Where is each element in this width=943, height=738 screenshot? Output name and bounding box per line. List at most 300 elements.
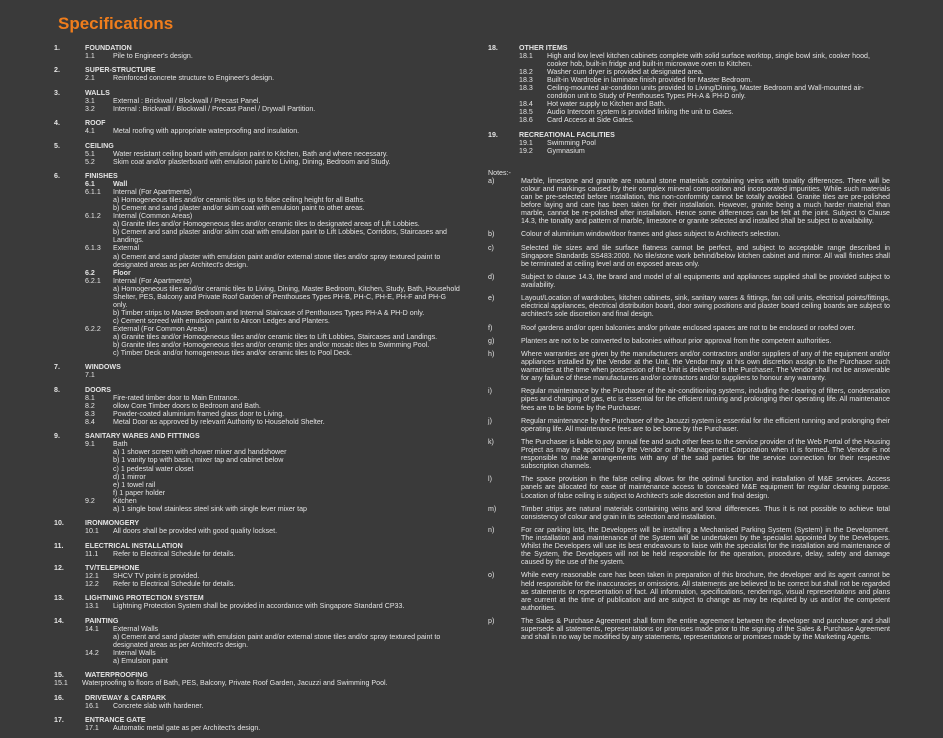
item-number: 14.2 <box>85 648 99 657</box>
indent-spacer <box>54 244 85 252</box>
item-number <box>85 448 113 456</box>
indent-spacer <box>54 52 85 60</box>
indent-spacer <box>488 108 519 116</box>
item-text: a) Homogeneous tiles and/or ceramic tiles to Living, Dining, Master Bedroom, Kitchen, Study, Bath, Household Shelter, PES, Balcony and Private Roof Garden of Penthouses Types PH-B, PH-C, PH-E, PH-F and PH-G only. <box>113 284 460 309</box>
spec-item <box>488 147 890 155</box>
item-number: 18.3 <box>519 84 533 93</box>
section-heading-row <box>54 694 462 702</box>
item-number <box>85 456 113 464</box>
indent-spacer <box>54 180 85 188</box>
spec-section <box>54 66 462 82</box>
spec-section <box>54 542 462 558</box>
indent-spacer <box>488 84 519 100</box>
spec-item <box>54 394 462 402</box>
spec-item <box>54 572 462 580</box>
note-text: Planters are not to be converted to balconies without prior approval from the competent authorities. <box>521 336 832 345</box>
indent-spacer <box>54 333 85 341</box>
indent-spacer <box>54 269 85 277</box>
item-text: High and low level kitchen cabinets complete with solid surface worktop, single bowl sink, cooker hood, cooker hob, built-in fridge and built-in microwave oven to Kitchen. <box>547 52 870 69</box>
section-heading: WINDOWS <box>85 363 121 372</box>
item-number <box>85 657 113 665</box>
note-text: The Sales & Purchase Agreement shall form the entire agreement between the developer and purchaser and shall supersede all statements, representations or promises made prior to the signing of the Sales & Purchase Agreement and shall in no way be modified by any statements, representations or promises made by the Marketing Agents. <box>521 616 890 641</box>
item-text: Metal Door as approved by relevant Authority to Household Shelter. <box>113 418 325 426</box>
section-heading-row <box>54 594 462 602</box>
spec-item <box>54 580 462 588</box>
spec-item <box>54 473 462 481</box>
indent-spacer <box>54 349 85 357</box>
item-number: 3.2 <box>85 104 95 113</box>
indent-spacer <box>488 139 519 147</box>
spec-item <box>54 204 462 212</box>
indent-spacer <box>54 317 85 325</box>
section-number: 19. <box>488 130 498 139</box>
note-text: Colour of aluminium window/door frames and glass subject to Architect's selection. <box>521 230 781 239</box>
item-number: 6.2.2 <box>85 324 101 333</box>
item-text: Internal (For Apartments) <box>113 276 192 285</box>
note-letter: l) <box>488 475 492 484</box>
item-number: 3.1 <box>85 96 95 105</box>
section-number: 1. <box>54 44 60 52</box>
section-heading: WALLS <box>85 88 110 97</box>
note-letter: f) <box>488 323 493 332</box>
note-text: Layout/Location of wardrobes, kitchen cabinets, sink, sanitary wares & fittings, fan coil units, electrical points/fittings, electrical appliances, electrical distribution board, door swing positions and plaster board ceiling boards are subject to architect's sole discretion and final design. <box>521 294 890 319</box>
indent-spacer <box>54 602 85 610</box>
spec-item <box>488 76 890 84</box>
item-text: Refer to Electrical Schedule for details. <box>113 579 236 588</box>
item-text: Reinforced concrete structure to Engineer's design. <box>113 74 275 83</box>
spec-item <box>54 402 462 410</box>
section-heading-row <box>54 142 462 150</box>
item-text: Hot water supply to Kitchen and Bath. <box>547 100 666 109</box>
note-item <box>488 230 890 238</box>
item-number: 18.4 <box>519 100 533 109</box>
item-number <box>85 309 113 317</box>
section-number: 13. <box>54 594 64 603</box>
item-number <box>85 333 113 341</box>
spec-item <box>54 105 462 113</box>
item-number: 18.6 <box>519 116 533 125</box>
section-number: 7. <box>54 363 60 372</box>
spec-item <box>54 505 462 513</box>
indent-spacer <box>54 204 85 212</box>
note-letter: e) <box>488 294 495 303</box>
section-heading-row <box>54 519 462 527</box>
spec-item <box>54 481 462 489</box>
spec-section <box>488 131 890 155</box>
section-heading: RECREATIONAL FACILITIES <box>519 130 615 139</box>
spec-section <box>54 519 462 535</box>
item-text: SHCV TV point is provided. <box>113 571 200 580</box>
item-number: 6.1 <box>85 180 95 189</box>
item-text: Internal (For Apartments) <box>113 188 192 197</box>
item-number: 14.1 <box>85 624 99 633</box>
spec-item <box>54 309 462 317</box>
indent-spacer <box>54 371 85 379</box>
section-heading: DRIVEWAY & CARPARK <box>85 693 167 702</box>
spec-section <box>54 617 462 665</box>
section-heading-row <box>54 119 462 127</box>
item-number <box>85 505 113 513</box>
item-number: 15.1 <box>54 679 68 688</box>
item-number <box>85 473 113 481</box>
section-heading-row <box>54 363 462 371</box>
item-text: Kitchen <box>113 496 137 505</box>
indent-spacer <box>54 497 85 505</box>
item-text: ollow Core Timber doors to Bedroom and Bath. <box>113 401 261 410</box>
item-number: 13.1 <box>85 602 99 611</box>
section-heading: SUPER-STRUCTURE <box>85 66 156 75</box>
item-text: Washer cum dryer is provided at designated area. <box>547 68 704 77</box>
item-number <box>85 253 113 269</box>
item-number: 10.1 <box>85 527 99 536</box>
section-number: 3. <box>54 88 60 97</box>
item-text: Internal Walls <box>113 648 156 657</box>
spec-item <box>54 702 462 710</box>
spec-item <box>54 625 462 633</box>
spec-item <box>488 139 890 147</box>
spec-section <box>54 44 462 60</box>
section-heading: TV/TELEPHONE <box>85 563 140 572</box>
item-number: 1.1 <box>85 52 95 61</box>
item-number: 12.2 <box>85 579 99 588</box>
item-number: 19.2 <box>519 146 533 155</box>
note-text: For car parking lots, the Developers will be installing a Mechanised Parking System (System) in the Development. The installation and maintenance of the System will be undertaken by the specialist appointed by the Developers. Whilst the Developers will use its best endeavours to liaise with the specialist for the installation and maintenance of the System, the Developers will not be held responsible for the operation, procedure, delay, safety and damage caused by the use of the system. <box>521 526 890 567</box>
item-number <box>85 285 113 309</box>
indent-spacer <box>54 228 85 244</box>
spec-item <box>54 333 462 341</box>
section-heading-row <box>488 44 890 52</box>
section-number: 6. <box>54 172 60 181</box>
spec-section <box>54 386 462 426</box>
item-number: 8.3 <box>85 409 95 418</box>
item-text: a) Granite tiles and/or Homogeneous tiles and/or ceramic tiles to designated areas of Lift Lobbies. <box>113 220 420 229</box>
indent-spacer <box>54 550 85 558</box>
indent-spacer <box>54 440 85 448</box>
item-text: Powder-coated aluminium framed glass door to Living. <box>113 409 285 418</box>
item-text <box>113 371 462 379</box>
item-text: a) Emulsion paint <box>113 656 168 665</box>
spec-item <box>54 724 462 732</box>
note-item <box>488 387 890 411</box>
section-number: 4. <box>54 119 60 128</box>
indent-spacer <box>54 625 85 633</box>
item-text: b) Cement and sand plaster and/or skim coat with emulsion paint to Lift Lobbies, Corridors, Staircases and Landings. <box>113 228 447 245</box>
section-number: 14. <box>54 616 64 625</box>
note-letter: d) <box>488 272 495 281</box>
item-text: Internal (Common Areas) <box>113 212 193 221</box>
spec-section <box>488 44 890 124</box>
item-number: 8.2 <box>85 401 95 410</box>
item-text: a) Granite tiles and/or Homogeneous tiles and/or ceramic tiles to Lift Lobbies, Staircases and Landings. <box>113 332 438 341</box>
spec-item <box>54 228 462 244</box>
specifications-left-column <box>54 44 462 738</box>
item-number: 9.1 <box>85 440 95 449</box>
note-text: Timber strips are natural materials containing veins and tonal differences. Thus it is not possible to achieve total consistency of colour and grain in its selection and installation. <box>521 504 890 521</box>
item-text: Pile to Engineer's design. <box>113 52 193 61</box>
item-number <box>85 481 113 489</box>
item-text: a) Cement and sand plaster with emulsion paint and/or external stone tiles and/or spray textured paint to designated areas as per Architect's design. <box>113 252 441 269</box>
item-text: Floor <box>113 268 131 277</box>
spec-item <box>54 489 462 497</box>
note-item <box>488 438 890 470</box>
item-text: External Walls <box>113 624 159 633</box>
section-heading-row <box>488 131 890 139</box>
section-heading-row <box>54 432 462 440</box>
item-text: a) 1 single bowl stainless steel sink with single lever mixer tap <box>113 504 307 513</box>
indent-spacer <box>488 52 519 68</box>
section-number: 9. <box>54 432 60 441</box>
item-text: Waterproofing to floors of Bath, PES, Balcony, Private Roof Garden, Jacuzzi and Swimming Pool. <box>82 679 388 688</box>
note-item <box>488 571 890 611</box>
section-heading: DOORS <box>85 385 112 394</box>
note-letter: b) <box>488 230 495 239</box>
spec-section <box>54 172 462 357</box>
indent-spacer <box>54 527 85 535</box>
spec-section <box>54 363 462 379</box>
note-item <box>488 177 890 225</box>
spec-section <box>54 671 462 687</box>
spec-item <box>54 456 462 464</box>
section-heading-row <box>54 386 462 394</box>
note-letter: j) <box>488 416 492 425</box>
item-number <box>85 317 113 325</box>
indent-spacer <box>54 572 85 580</box>
indent-spacer <box>488 68 519 76</box>
item-text: b) Granite tiles and/or Homogeneous tiles and/or ceramic tiles and/or mosaic tiles to Swimming Pool. <box>113 341 430 350</box>
note-item <box>488 475 890 499</box>
item-text: External : Brickwall / Blockwall / Precast Panel. <box>113 96 261 105</box>
item-number <box>85 341 113 349</box>
item-number: 18.5 <box>519 108 533 117</box>
item-number: 6.2.1 <box>85 276 101 285</box>
note-item <box>488 244 890 268</box>
note-item <box>488 294 890 318</box>
spec-item <box>54 465 462 473</box>
section-number: 17. <box>54 716 64 725</box>
note-item <box>488 337 890 345</box>
section-heading: PAINTING <box>85 616 119 625</box>
spec-section <box>54 716 462 732</box>
item-text: Lightning Protection System shall be provided in accordance with Singapore Standard CP33. <box>113 602 405 611</box>
item-text: Skim coat and/or plasterboard with emulsion paint to Living, Dining, Bedroom and Study. <box>113 157 391 166</box>
specifications-right-column <box>488 44 890 646</box>
note-text: The space provision in the false ceiling allows for the optimal function and installation of M&E services. Access panels are allocated for ease of maintenance access to concealed M&E equipment for regular cleaning purpose. Location of false ceiling is subject to Architect's sole discretion and final design. <box>521 475 890 500</box>
spec-item <box>488 52 890 68</box>
spec-item <box>54 410 462 418</box>
item-text: All doors shall be provided with good quality lockset. <box>113 527 278 536</box>
section-number: 18. <box>488 44 498 52</box>
spec-item <box>54 550 462 558</box>
note-text: While every reasonable care has been taken in preparation of this brochure, the developer and its agent cannot be held responsible for the inaccuracies or omissions. All statements are believed to be correct but shall not be regarded as statements or representation of fact. All information, specifications, renderings, visual representations and plans are current at the time of publication and are subject to change as may be required by us and/or the competent authorities. <box>521 571 890 612</box>
note-item <box>488 273 890 289</box>
spec-item <box>54 97 462 105</box>
indent-spacer <box>54 97 85 105</box>
section-number: 11. <box>54 541 64 550</box>
item-number: 11.1 <box>85 549 99 558</box>
item-number: 9.2 <box>85 496 95 505</box>
note-text: The Purchaser is liable to pay annual fee and such other fees to the service provider of the Web Portal of the Housing Project as may be appointed by the Vendor or the Management Corporation when it is formed. The Vendor is not responsible to make arrangements with any of the said parties for the service connection for their respective subscription channels. <box>521 438 890 471</box>
spec-item <box>54 74 462 82</box>
section-heading-row <box>54 89 462 97</box>
section-heading: SANITARY WARES AND FITTINGS <box>85 432 200 441</box>
spec-item <box>54 371 462 379</box>
section-heading: IRONMONGERY <box>85 519 140 528</box>
section-heading: ROOF <box>85 119 106 128</box>
item-text: a) Homogeneous tiles and/or ceramic tiles up to false ceiling height for all Baths. <box>113 196 365 205</box>
spec-item <box>54 679 462 687</box>
note-letter: n) <box>488 526 495 535</box>
item-text: e) 1 towel rail <box>113 480 156 489</box>
indent-spacer <box>54 188 85 196</box>
section-heading: LIGHTNING PROTECTION SYSTEM <box>85 594 204 603</box>
item-number: 6.1.3 <box>85 244 101 253</box>
spec-section <box>54 564 462 588</box>
section-heading: FOUNDATION <box>85 44 132 52</box>
spec-item <box>54 180 462 188</box>
item-text: c) 1 pedestal water closet <box>113 464 194 473</box>
indent-spacer <box>54 341 85 349</box>
item-text: Internal : Brickwall / Blockwall / Precast Panel / Drywall Partition. <box>113 104 316 113</box>
indent-spacer <box>54 418 85 426</box>
indent-spacer <box>54 150 85 158</box>
note-item <box>488 417 890 433</box>
spec-item <box>54 657 462 665</box>
spec-item <box>54 244 462 252</box>
item-text: f) 1 paper holder <box>113 488 166 497</box>
spec-item <box>54 602 462 610</box>
indent-spacer <box>488 100 519 108</box>
note-item <box>488 617 890 641</box>
item-text: Wall <box>113 180 128 189</box>
spec-item <box>54 418 462 426</box>
item-number <box>85 204 113 212</box>
indent-spacer <box>54 253 85 269</box>
indent-spacer <box>54 285 85 309</box>
item-text: b) 1 vanity top with basin, mixer tap and cabinet below <box>113 456 284 465</box>
section-number: 10. <box>54 519 64 528</box>
note-text: Marble, limestone and granite are natural stone materials containing veins with tonality differences. There will be colour and markings caused by their complex mineral composition and incorporated impurities. While such materials can be pre-selected before installation, this non-conformity cannot be totally avoided. Granite tiles are pre-polished before laying and care has been taken for their installation. However, granite being a much harder material than marble, cannot be re-polished after installation. Hence some differences can be felt at the joint. Subject to Clause 14.3, the tonality and pattern of marble, limestone or granite selected and installed shall be subject to availability. <box>521 176 890 226</box>
item-number: 18.2 <box>519 68 533 77</box>
indent-spacer <box>54 74 85 82</box>
note-letter: a) <box>488 176 495 185</box>
spec-item <box>54 253 462 269</box>
item-text: c) Timber Deck and/or homogeneous tiles and/or ceramic tiles to Pool Deck. <box>113 349 352 358</box>
spec-item <box>54 440 462 448</box>
item-number: 16.1 <box>85 701 99 710</box>
indent-spacer <box>54 277 85 285</box>
spec-item <box>54 497 462 505</box>
item-text: Automatic metal gate as per Architect's design. <box>113 724 261 733</box>
note-text: Regular maintenance by the Purchaser of the Jacuzzi system is essential for the efficient running and prolonging their operating life. All maintenance fees are to be borne by the Purchaser. <box>521 416 890 433</box>
item-number: 8.4 <box>85 418 95 426</box>
spec-item <box>54 269 462 277</box>
spec-item <box>54 212 462 220</box>
indent-spacer <box>54 489 85 497</box>
note-letter: p) <box>488 616 495 625</box>
section-heading-row <box>54 44 462 52</box>
item-text: d) 1 mirror <box>113 472 146 481</box>
item-number: 6.2 <box>85 268 95 277</box>
item-number: 2.1 <box>85 74 95 83</box>
item-text: Bath <box>113 440 128 449</box>
item-text: Card Access at Side Gates. <box>547 116 634 125</box>
note-item <box>488 505 890 521</box>
item-number: 5.2 <box>85 157 95 166</box>
spec-item <box>54 317 462 325</box>
section-number: 15. <box>54 671 64 680</box>
note-letter: g) <box>488 336 495 345</box>
item-text: Swimming Pool <box>547 138 596 147</box>
indent-spacer <box>54 456 85 464</box>
item-text: a) 1 shower screen with shower mixer and handshower <box>113 448 287 457</box>
section-heading-row <box>54 564 462 572</box>
note-letter: m) <box>488 504 497 513</box>
indent-spacer <box>54 448 85 456</box>
section-heading: OTHER ITEMS <box>519 44 568 52</box>
note-letter: k) <box>488 438 494 447</box>
item-number <box>85 220 113 228</box>
note-item <box>488 324 890 332</box>
item-text: External <box>113 244 140 253</box>
item-number: 18.1 <box>519 52 533 61</box>
section-number: 16. <box>54 693 64 702</box>
spec-item <box>488 108 890 116</box>
spec-item <box>54 158 462 166</box>
item-number: 4.1 <box>85 127 95 136</box>
note-letter: i) <box>488 387 492 396</box>
indent-spacer <box>54 724 85 732</box>
section-heading-row <box>54 716 462 724</box>
item-text: External (For Common Areas) <box>113 324 208 333</box>
spec-item <box>54 220 462 228</box>
note-text: Regular maintenance by the Purchaser of the air-conditioning systems, including the clearing of filters, condensation pipes and charging of gas, etc is essential for the efficient running and prolonging their operating life. All maintenance fees are to be borne by the Purchaser. <box>521 387 890 412</box>
indent-spacer <box>54 309 85 317</box>
section-heading-row <box>54 671 462 679</box>
item-text: b) Timber strips to Master Bedroom and Internal Staircase of Penthouses Types PH-A & PH-D only. <box>113 308 425 317</box>
section-number: 8. <box>54 385 60 394</box>
section-heading: WATERPROOFING <box>85 671 148 680</box>
spec-section <box>54 142 462 166</box>
spec-item <box>488 84 890 100</box>
item-text: Gymnasium <box>547 146 585 155</box>
item-number: 17.1 <box>85 724 99 733</box>
item-number: 18.3 <box>519 76 533 85</box>
spec-section <box>54 119 462 135</box>
indent-spacer <box>54 212 85 220</box>
spec-item <box>54 341 462 349</box>
spec-item <box>54 349 462 357</box>
item-text: Ceiling-mounted air-condition units provided to Living/Dining, Master Bedroom and Wall-mounted air-condition unit to Study of Penthouses Types PH-A & PH-D only. <box>547 84 864 101</box>
item-number <box>85 228 113 244</box>
indent-spacer <box>54 649 85 657</box>
spec-item <box>54 277 462 285</box>
item-text: Water resistant ceiling board with emulsion paint to Kitchen, Bath and where necessary. <box>113 149 388 158</box>
section-number: 12. <box>54 563 64 572</box>
section-heading-row <box>54 542 462 550</box>
item-text: Fire-rated timber door to Main Entrance. <box>113 393 240 402</box>
indent-spacer <box>488 76 519 84</box>
section-number: 2. <box>54 66 60 75</box>
item-text: Built-in Wardrobe in laminate finish provided for Master Bedroom. <box>547 76 753 85</box>
indent-spacer <box>54 220 85 228</box>
item-number <box>85 489 113 497</box>
item-number <box>85 633 113 649</box>
spec-item <box>488 100 890 108</box>
indent-spacer <box>54 657 85 665</box>
item-number: 6.1.1 <box>85 188 101 197</box>
indent-spacer <box>54 633 85 649</box>
indent-spacer <box>54 196 85 204</box>
